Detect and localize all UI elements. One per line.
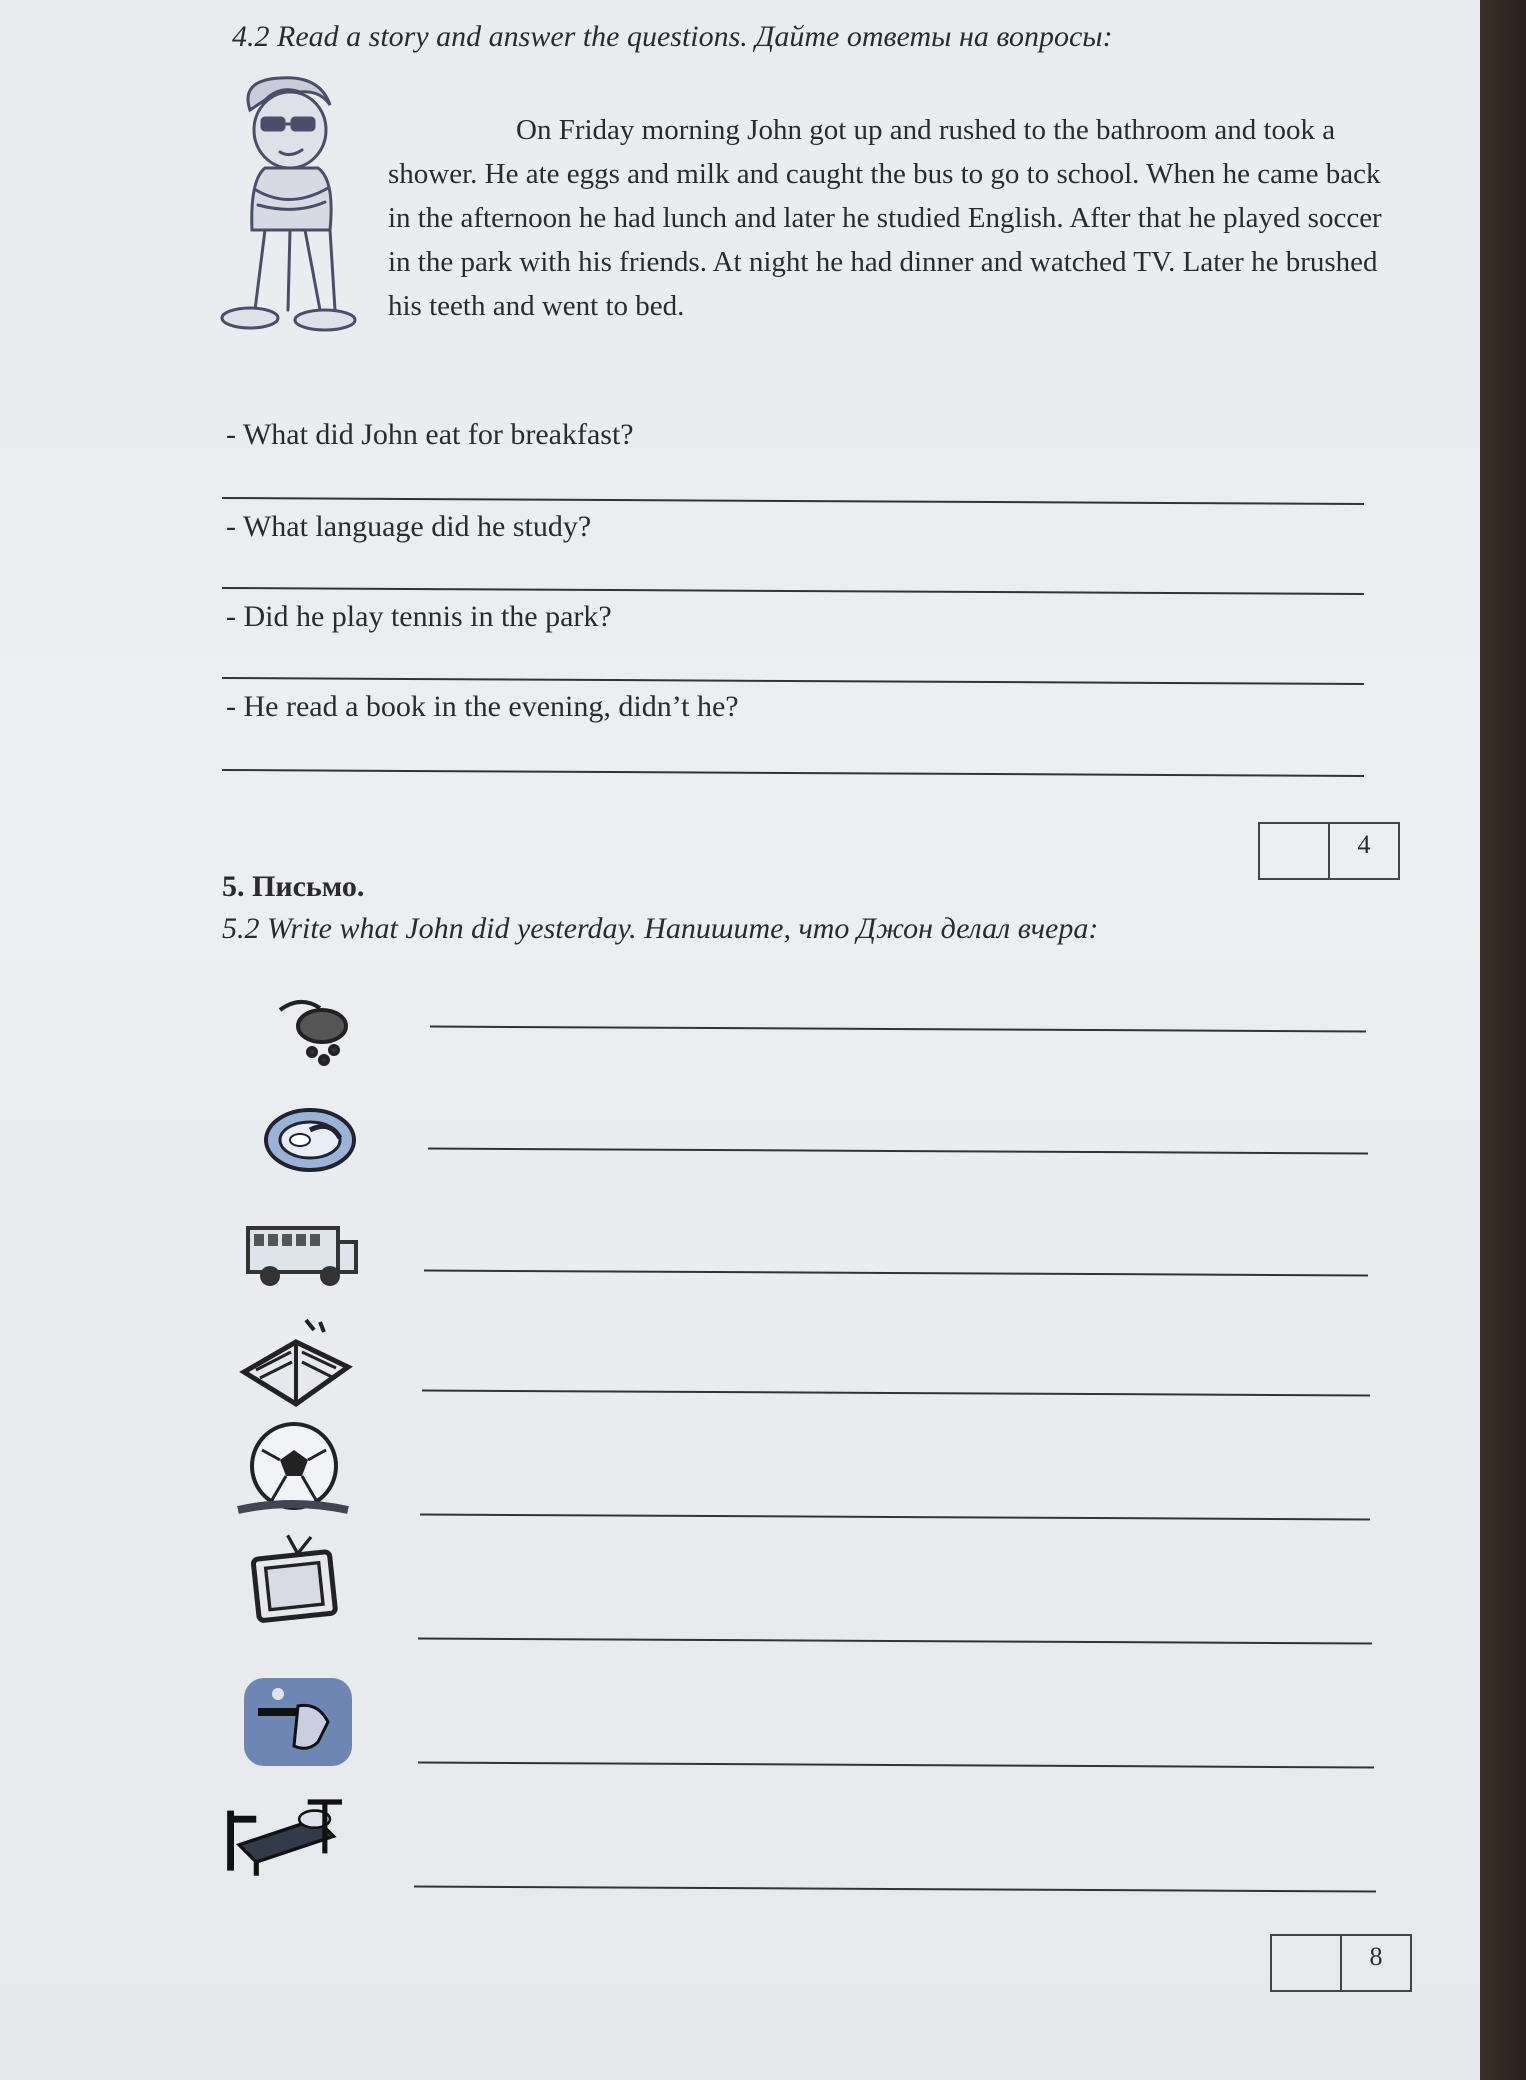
shower-icon <box>260 990 380 1090</box>
story-text <box>388 108 1398 328</box>
write-line-2[interactable] <box>428 1148 1368 1155</box>
question-1: - What did John eat for breakfast? <box>226 418 634 451</box>
tv-icon <box>236 1532 356 1632</box>
score-empty-cell[interactable] <box>1260 824 1330 878</box>
soccer-ball-icon <box>232 1420 352 1520</box>
score-max: 4 <box>1357 830 1371 859</box>
breakfast-plate-icon <box>260 1090 380 1190</box>
write-line-1[interactable] <box>430 1026 1366 1033</box>
task-4-2-heading: 4.2 Read a story and answer the questions. Дайте ответы на вопросы: <box>232 20 1113 53</box>
write-line-7[interactable] <box>418 1761 1374 1768</box>
write-line-3[interactable] <box>424 1270 1368 1277</box>
score-box-task-5 <box>1270 1934 1412 1992</box>
question-3: - Did he play tennis in the park? <box>226 600 612 633</box>
story-paragraph: On Friday morning John got up and rushed to the bathroom and took a shower. He ate eggs and milk and caught the bus to go to school. When he came back in the afternoon he had lunch and later he studied English. After that he played soccer in the park with his friends. At night he had dinner and watched TV. Later he brushed his teeth and went to bed. <box>388 114 1382 322</box>
write-line-6[interactable] <box>418 1638 1372 1645</box>
bed-icon <box>222 1782 342 1882</box>
section-5-title: 5. Письмо. <box>222 870 365 903</box>
toothbrush-icon <box>238 1672 358 1772</box>
question-4: - He read a book in the evening, didn’t he? <box>226 690 739 723</box>
answer-line-3[interactable] <box>222 677 1364 685</box>
boy-illustration <box>210 70 370 340</box>
score-empty-cell[interactable] <box>1272 1936 1342 1990</box>
write-line-8[interactable] <box>414 1885 1376 1892</box>
answer-line-1[interactable] <box>222 497 1364 505</box>
answer-line-4[interactable] <box>222 769 1364 777</box>
task-5-2-heading: 5.2 Write what John did yesterday. Напишите, что Джон делал вчера: <box>222 912 1099 945</box>
question-2: - What language did he study? <box>226 510 592 543</box>
desk-background <box>1476 0 1526 2080</box>
score-box-task-4 <box>1258 822 1400 880</box>
answer-line-2[interactable] <box>222 587 1364 595</box>
book-icon <box>236 1312 356 1412</box>
score-max: 8 <box>1369 1942 1383 1971</box>
write-line-5[interactable] <box>420 1514 1370 1521</box>
write-line-4[interactable] <box>422 1390 1370 1397</box>
school-bus-icon <box>242 1210 362 1310</box>
